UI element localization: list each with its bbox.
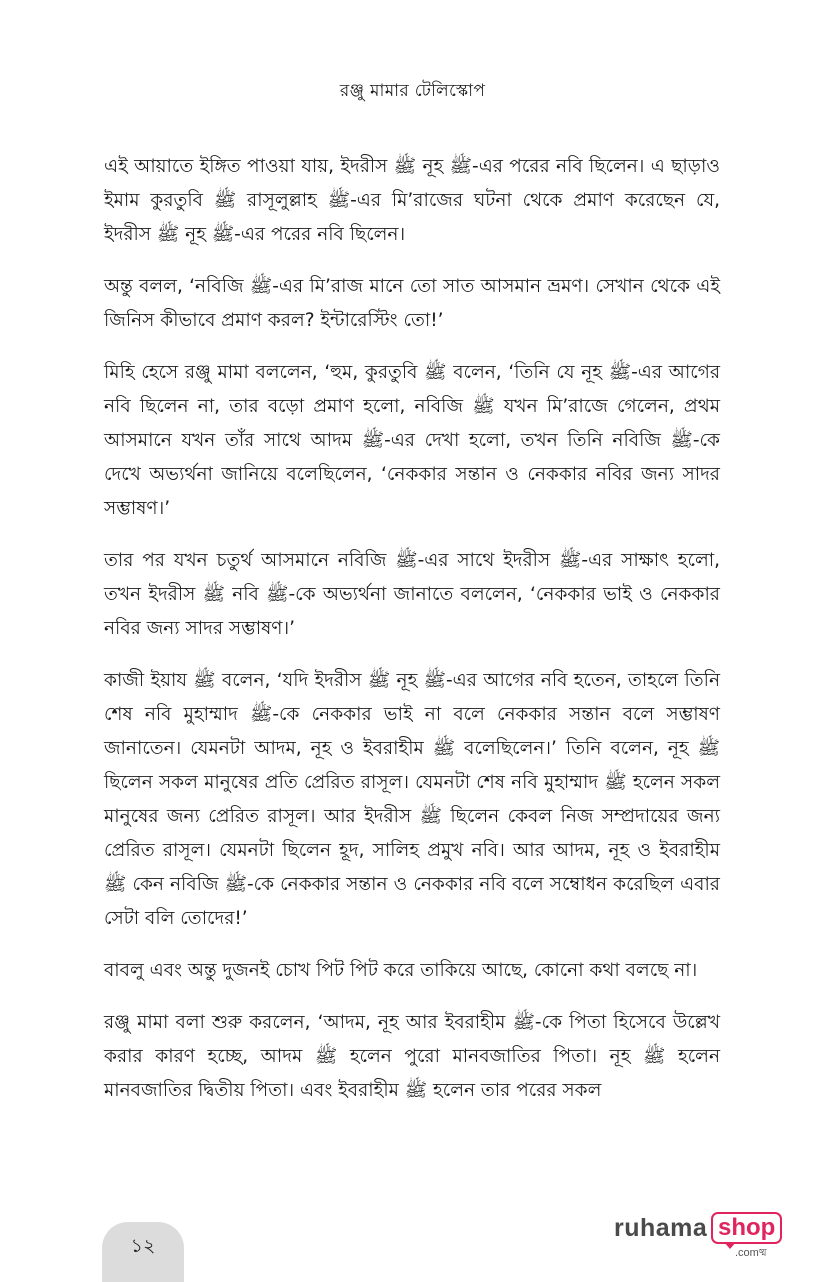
paragraph: কাজী ইয়ায ﷺ বলেন, ‘যদি ইদরীস ﷺ নূহ ﷺ-এর আগের নবি হতেন, তাহলে তিনি শেষ নবি মুহাম্মাদ ﷺ-কে নেককার ভাই না বলে নেককার সন্তান বলে সম্ভাষণ জানাতেন। যেমনটা আদম, নূহ ও ইবরাহীম ﷺ বলেছিলেন।’ তিনি বলেন, নূহ ﷺ ছিলেন সকল মানুষের প্রতি প্রেরিত রাসূল। যেমনটা শেষ নবি মুহাম্মাদ ﷺ হলেন সকল মানুষের জন্য প্রেরিত রাসূল। আর ইদরীস ﷺ ছিলেন কেবল নিজ সম্প্রদায়ের জন্য প্রেরিত রাসূল। যেমনটা ছিলেন হূদ, সালিহ প্রমুখ নবি। আর আদম, নূহ ও ইবরাহীম ﷺ কেন নবিজি ﷺ-কে নেককার সন্তান ও নেককার নবি বলে সম্বোধন করেছিল এবার সেটা বলি তোদের!’ bbox=[104, 670, 721, 929]
paragraph: এই আয়াতে ইঙ্গিত পাওয়া যায়, ইদরীস ﷺ নূহ ﷺ-এর পরের নবি ছিলেন। এ ছাড়াও ইমাম কুরতুবি ﷺ রাসূলুল্লাহ ﷺ-এর মি’রাজের ঘটনা থেকে প্রমাণ করেছেন যে, ইদরীস ﷺ নূহ ﷺ-এর পরের নবি ছিলেন। bbox=[104, 156, 720, 245]
brand-domain: .comষ্ম bbox=[735, 1247, 767, 1259]
page-body bbox=[104, 150, 720, 1126]
paragraph: অন্তু বলল, ‘নবিজি ﷺ-এর মি’রাজ মানে তো সাত আসমান ভ্রমণ। সেখান থেকে এই জিনিস কীভাবে প্রমাণ করল? ইন্টারেস্টিং তো!’ bbox=[104, 276, 720, 331]
paragraph: রঞ্জু মামা বলা শুরু করলেন, ‘আদম, নূহ আর ইবরাহীম ﷺ-কে পিতা হিসেবে উল্লেখ করার কারণ হচ্ছে, আদম ﷺ হলেন পুরো মানবজাতির পিতা। নূহ ﷺ হলেন মানবজাতির দ্বিতীয় পিতা। এবং ইবরাহীম ﷺ হলেন তার পরের সকল bbox=[104, 1012, 720, 1101]
paragraph: মিহি হেসে রঞ্জু মামা বললেন, ‘হুম, কুরতুবি ﷺ বলেন, ‘তিনি যে নূহ ﷺ-এর আগের নবি ছিলেন না, তার বড়ো প্রমাণ হলো, নবিজি ﷺ যখন মি’রাজে গেলেন, প্রথম আসমানে যখন তাঁর সাথে আদম ﷺ-এর দেখা হলো, তখন তিনি নবিজি ﷺ-কে দেখে অভ্যর্থনা জানিয়ে বলেছিলেন, ‘নেককার সন্তান ও নেককার নবির জন্য সাদর সম্ভাষণ।’ bbox=[104, 362, 721, 519]
paragraph: তার পর যখন চতুর্থ আসমানে নবিজি ﷺ-এর সাথে ইদরীস ﷺ-এর সাক্ষাৎ হলো, তখন ইদরীস ﷺ নবি ﷺ-কে অভ্যর্থনা জানাতে বললেন, ‘নেককার ভাই ও নেককার নবির জন্য সাদর সম্ভাষণ।’ bbox=[104, 550, 720, 639]
running-header: রঞ্জু মামার টেলিস্কোপ bbox=[339, 81, 486, 101]
publisher-logo bbox=[614, 1208, 784, 1263]
brand-shop-badge: shop bbox=[711, 1212, 782, 1244]
brand-name: ruhama bbox=[614, 1214, 708, 1242]
page-number: ১২ bbox=[130, 1235, 156, 1257]
paragraph: বাবলু এবং অন্তু দুজনই চোখ পিট পিট করে তাকিয়ে আছে, কোনো কথা বলছে না। bbox=[104, 960, 698, 981]
page-number-tab bbox=[102, 1222, 184, 1282]
